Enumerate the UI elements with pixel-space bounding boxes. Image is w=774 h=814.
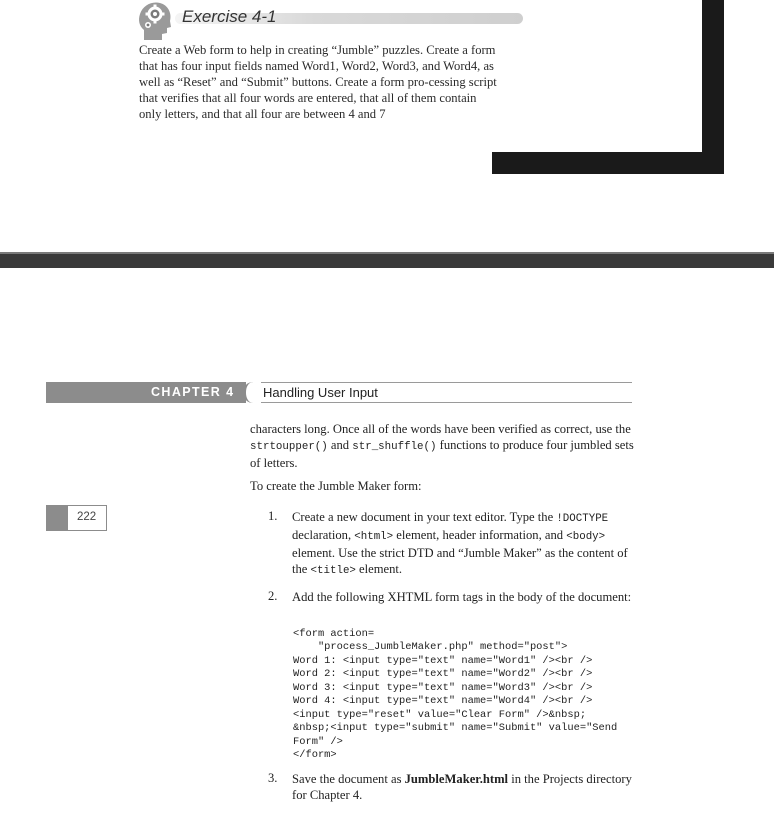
page-frame-right <box>702 0 724 174</box>
chapter-rule-top <box>252 382 632 383</box>
step-1-text-a: Create a new document in your text editor. Type the <box>292 510 557 524</box>
chapter-rule-bottom <box>252 402 632 403</box>
intro-text-b: and <box>327 438 353 452</box>
page-gutter <box>0 254 774 268</box>
exercise-title: Exercise 4-1 <box>182 7 277 26</box>
step-1-text-d: element. Use the strict DTD and “Jumble Maker” as the content of the <box>292 546 628 576</box>
step-1-number: 1. <box>268 509 278 523</box>
code-listing: <form action= "process_JumbleMaker.php" method="post"> Word 1: <input type="text" name="Word1" /><br /> Word 2: <input type="text" name="Word2" /><br /> Word 3: <input type="text" name="Word3" /><br /> Word 4: <input type="text" name="Word4" /><br /> <input type="reset" value="Clear Form" />&nbsp; &nbsp;<input type="submit" name="Submit" value="Send Form" /> </form> <box>293 628 618 762</box>
code-body-tag: <body> <box>566 531 606 543</box>
intro-text-a: characters long. Once all of the words have been verified as correct, use the <box>250 422 631 436</box>
code-str-shuffle: str_shuffle() <box>352 441 437 453</box>
step-3-number: 3. <box>268 771 278 785</box>
chapter-tab-curve <box>243 382 261 403</box>
intro-paragraph <box>250 421 634 471</box>
instruction-lead: To create the Jumble Maker form: <box>250 479 422 493</box>
step-2-number: 2. <box>268 589 278 603</box>
exercise-text: Create a Web form to help in creating “Jumble” puzzles. Create a form that has four input fields named Word1, Word2, Word3, and Word4, as well as “Reset” and “Submit” buttons. Create a form pro-cessing script that verifies that all four words are entered, that all of them contain only letters, and that all four are between 4 and 7 <box>139 43 497 121</box>
head-gear-icon <box>138 0 172 40</box>
step-1-text-e: element. <box>355 562 403 576</box>
code-doctype: !DOCTYPE <box>556 513 609 525</box>
step-3-text <box>292 771 637 803</box>
code-strtoupper: strtoupper() <box>250 441 328 453</box>
code-title-tag: <title> <box>310 565 356 577</box>
step-1-text-c: element, header information, and <box>393 528 567 542</box>
code-html-tag: <html> <box>354 531 394 543</box>
intro-text-c: functions to produce four jumbled sets of letters. <box>250 438 634 470</box>
step-1-text <box>292 509 637 579</box>
chapter-title: Handling User Input <box>263 385 378 400</box>
page-number-tab <box>46 505 68 531</box>
chapter-label: CHAPTER 4 <box>151 385 235 399</box>
step-3-text-b: in the Projects directory for Chapter 4. <box>292 772 632 802</box>
page-frame-bottom <box>492 152 724 174</box>
step-2-text: Add the following XHTML form tags in the body of the document: <box>292 590 632 604</box>
page-number: 222 <box>77 511 97 523</box>
filename-jumblemaker: JumbleMaker.html <box>404 772 509 786</box>
previous-page <box>0 0 774 254</box>
step-1-text-b: declaration, <box>292 528 355 542</box>
step-3-text-a: Save the document as <box>292 772 405 786</box>
